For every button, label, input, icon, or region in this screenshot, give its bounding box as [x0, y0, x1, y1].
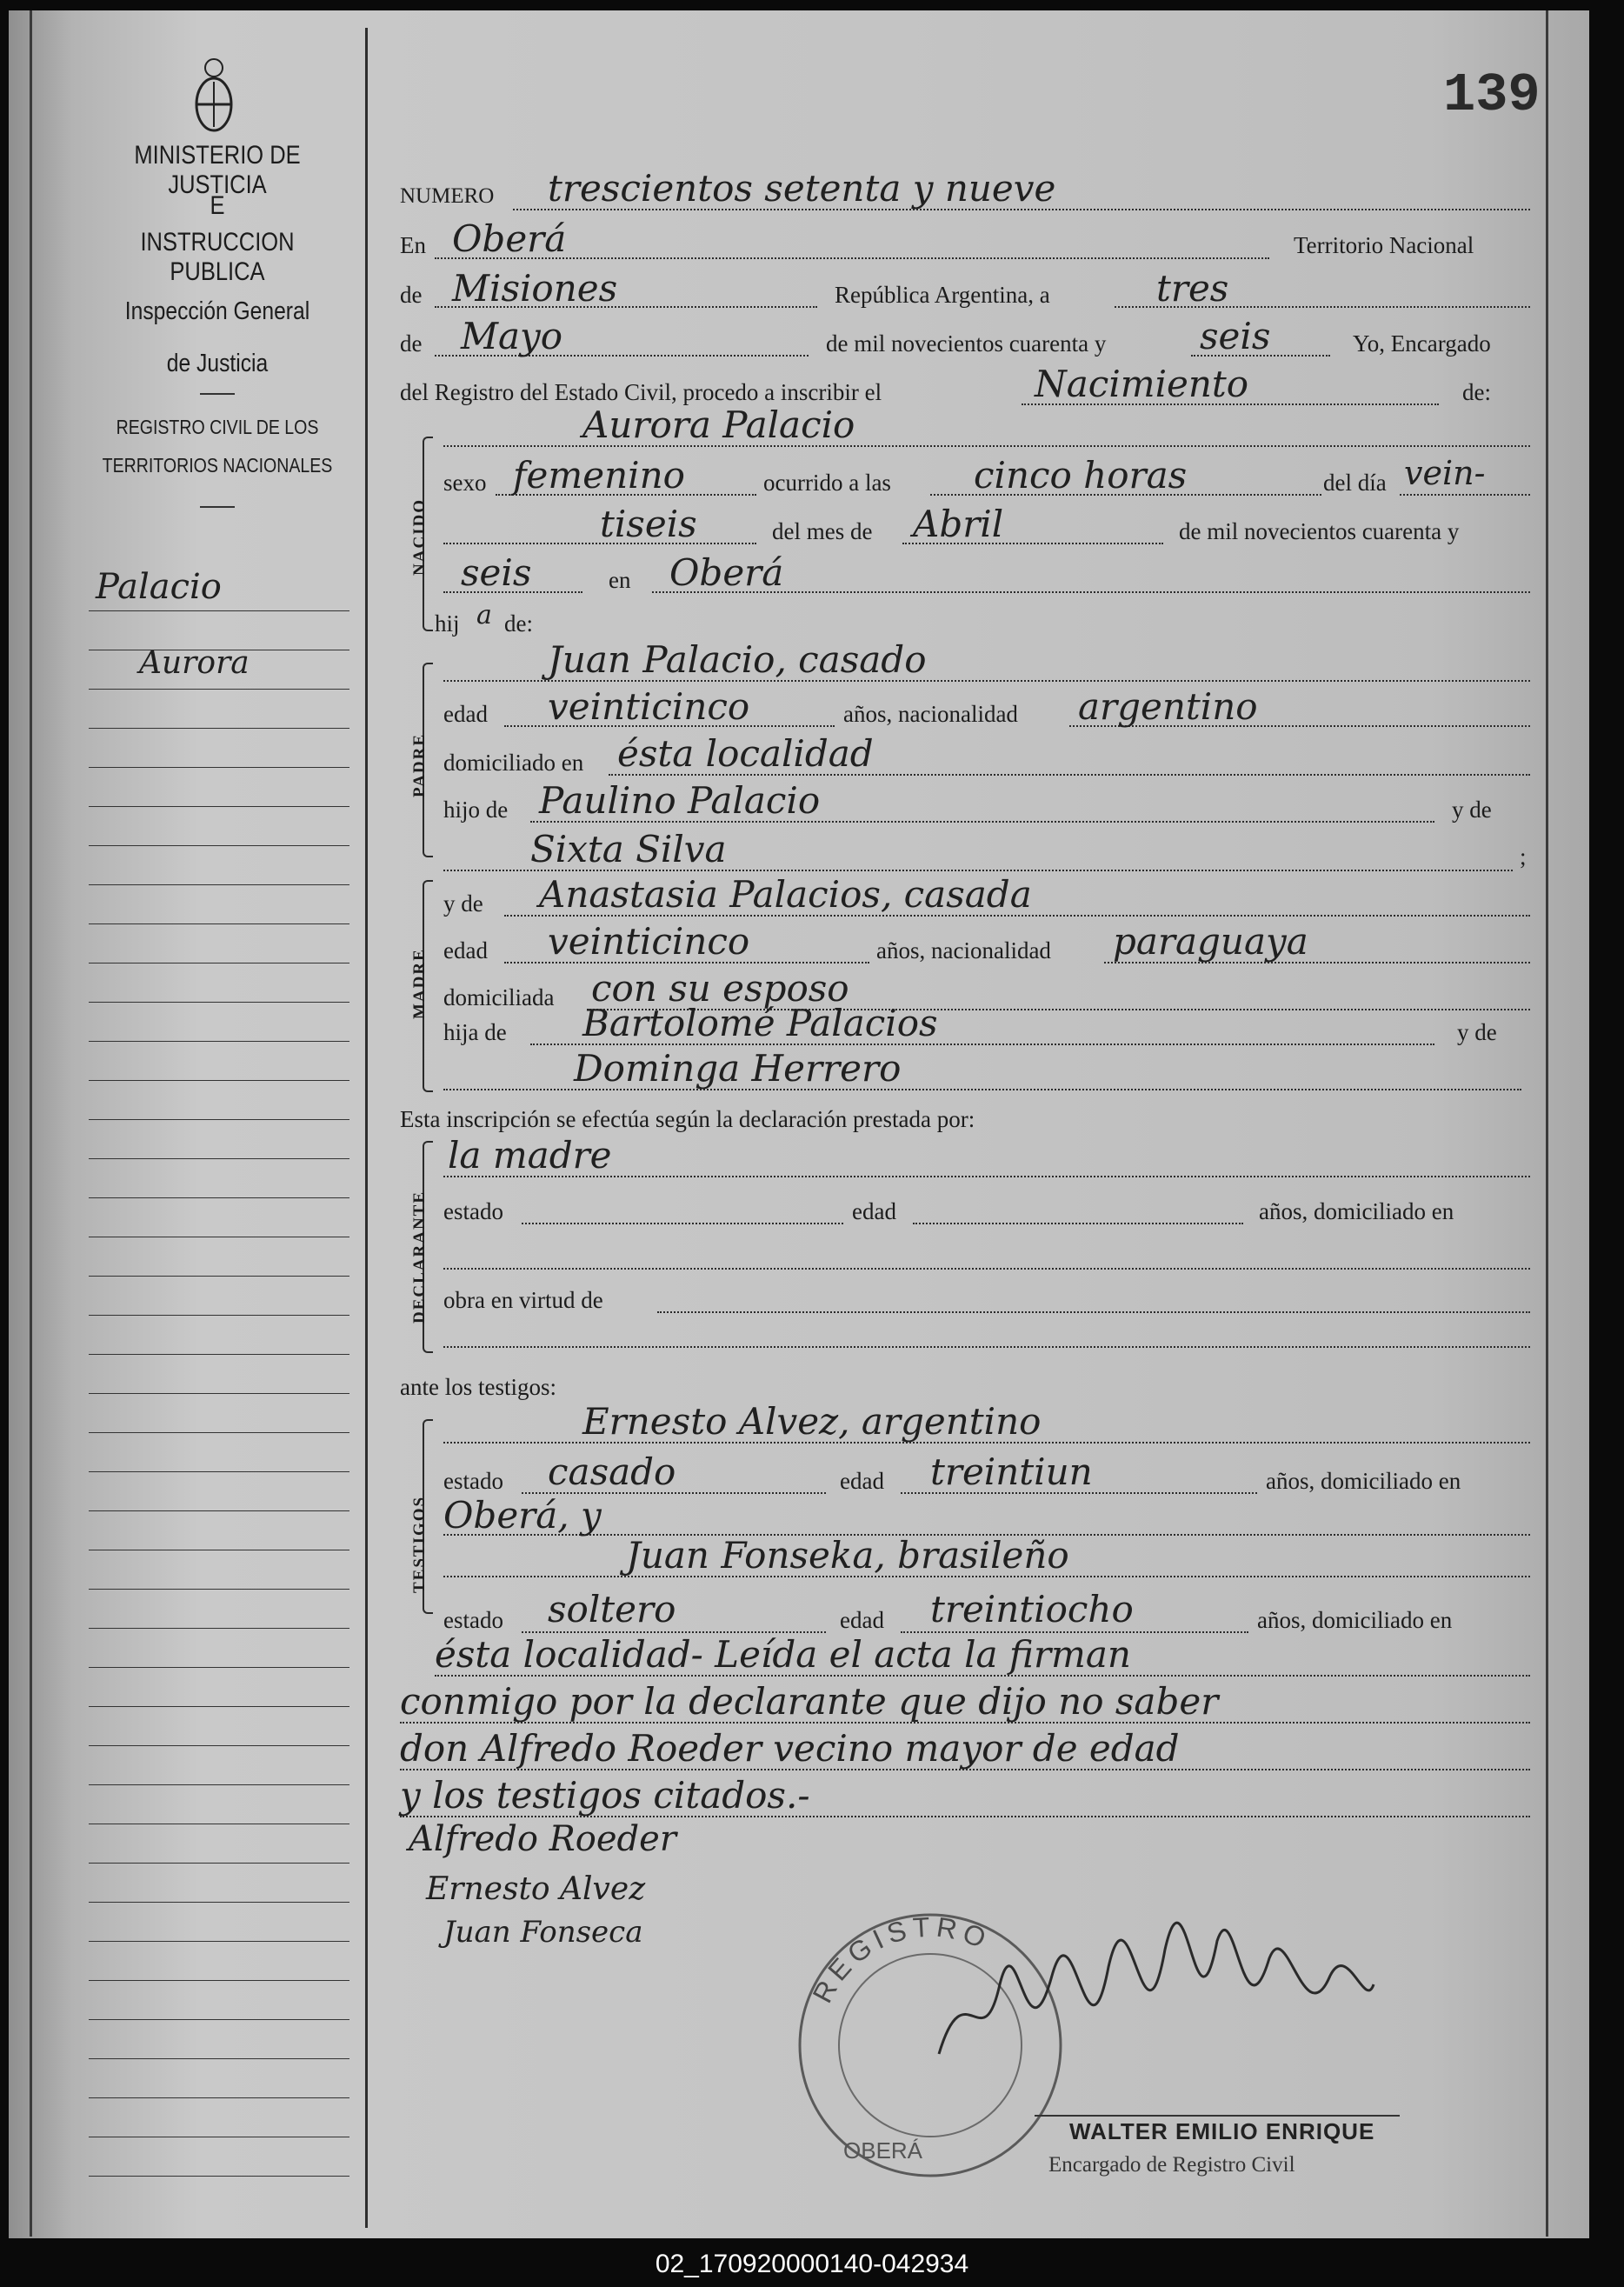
margin-ruled-line [89, 1628, 349, 1629]
lugar-nac-line [652, 591, 1530, 593]
margin-ruled-line [89, 1667, 349, 1668]
label-mil-2: de mil novecientos cuarenta y [1179, 518, 1460, 544]
label-obra: obra en virtud de [443, 1287, 603, 1313]
label-de-mes: de [400, 330, 423, 357]
label-inscripcion: Esta inscripción se efectúa según la declaración prestada por: [400, 1106, 975, 1132]
label-del-dia: del día [1323, 470, 1387, 496]
label-madre-edad: edad [443, 937, 488, 963]
header-divider [200, 393, 235, 395]
margin-ruled-line [89, 1863, 349, 1864]
margin-ruled-line [89, 1589, 349, 1590]
value-dia-nac-1: vein- [1404, 454, 1486, 492]
value-sexo: femenino [513, 454, 685, 497]
margin-ruled-line [89, 1197, 349, 1198]
label-y-de-padre: y de [1452, 797, 1492, 823]
label-en-2: en [609, 567, 631, 593]
encargado-name: WALTER EMILIO ENRIQUE [1069, 2118, 1375, 2144]
label-yo: Yo, Encargado [1353, 330, 1491, 357]
label-ante: ante los testigos: [400, 1374, 556, 1400]
label-territorio: Territorio Nacional [1294, 232, 1474, 258]
label-declarante-edad: edad [852, 1198, 896, 1224]
label-republica: República Argentina, a [835, 282, 1050, 308]
value-anio-nac: seis [461, 551, 532, 594]
margin-ruled-line [89, 923, 349, 924]
margin-ruled-line [89, 728, 349, 729]
margin-ruled-line [89, 1393, 349, 1394]
ministry-line-2: E [210, 191, 225, 220]
label-semicolon: ; [1520, 843, 1527, 870]
margin-ruled-line [89, 845, 349, 846]
label-numero: NUMERO [400, 184, 495, 208]
label-de-colon: de: [1462, 379, 1491, 405]
margin-ruled-line [89, 2019, 349, 2020]
inspection-line-2: de Justicia [166, 350, 269, 377]
margin-ruled-line [89, 689, 349, 690]
margin-ruled-line [89, 2058, 349, 2059]
value-testigo2: Juan Fonseka, brasileño [626, 1534, 1069, 1577]
margin-ruled-line [89, 2176, 349, 2177]
label-hijo: hij [435, 610, 460, 637]
label-en: En [400, 232, 426, 258]
margin-note-name: Aurora [139, 645, 250, 681]
margin-ruled-line [89, 806, 349, 807]
side-label-madre: MADRE [410, 948, 429, 1019]
label-testigo1-estado: estado [443, 1468, 503, 1494]
page-number: 139 [1443, 64, 1541, 126]
encargado-title: Encargado de Registro Civil [1048, 2153, 1295, 2177]
declarante-estado-line [522, 1223, 843, 1224]
label-hijo-de: de: [504, 610, 533, 637]
label-madre-dom: domiciliada [443, 984, 555, 1010]
value-closing-3: don Alfredo Roeder vecino mayor de edad [400, 1727, 1180, 1770]
label-declarante-dom: años, domiciliado en [1259, 1198, 1454, 1224]
label-testigo2-estado: estado [443, 1607, 503, 1633]
margin-ruled-line [89, 2097, 349, 2098]
right-edge-line [1546, 10, 1548, 2237]
stamp-text: REGISTRO [806, 1910, 995, 2008]
label-testigo2-edad: edad [840, 1607, 884, 1633]
margin-ruled-line [89, 1354, 349, 1355]
value-testigo2-edad: treintiocho [930, 1588, 1134, 1630]
value-testigo2-estado: soltero [548, 1588, 676, 1630]
value-testigo1-edad: treintiun [930, 1450, 1093, 1493]
label-madre-y-de: y de [443, 890, 483, 917]
value-testigo1: Ernesto Alvez, argentino [582, 1400, 1042, 1443]
value-madre-dom: con su esposo [591, 967, 849, 1010]
margin-ruled-line [89, 610, 349, 611]
label-padre-nac: años, nacionalidad [843, 701, 1018, 727]
margin-ruled-line [89, 1041, 349, 1042]
margin-ruled-line [89, 1941, 349, 1942]
obra-line-2 [443, 1346, 1530, 1348]
margin-ruled-line [89, 1158, 349, 1159]
encargado-signature [930, 1837, 1382, 2097]
label-hijo-de-padre: hijo de [443, 797, 509, 823]
margin-ruled-line [89, 1745, 349, 1746]
inspection-line-1: Inspección General [124, 297, 310, 325]
margin-ruled-line [89, 1119, 349, 1120]
margin-ruled-line [89, 1276, 349, 1277]
value-dia: tres [1156, 267, 1229, 310]
value-declarante: la madre [448, 1134, 612, 1177]
encargado-rule [1035, 2115, 1400, 2117]
value-closing-2: conmigo por la declarante que dijo no saber [400, 1680, 1219, 1723]
margin-ruled-line [89, 767, 349, 768]
stamp-city: OBERÁ [843, 2137, 923, 2164]
value-testigo1-estado: casado [548, 1450, 676, 1493]
value-closing-4: y los testigos citados.- [400, 1774, 810, 1817]
label-y-de-madre: y de [1457, 1019, 1497, 1045]
margin-ruled-line [89, 1980, 349, 1981]
registry-line-2: TERRITORIOS NACIONALES [102, 454, 333, 477]
value-padre-nac: argentino [1078, 685, 1258, 728]
value-abuelo-materno: Bartolomé Palacios [582, 1002, 938, 1044]
margin-ruled-line [89, 1080, 349, 1081]
value-numero: trescientos setenta y nueve [548, 167, 1056, 210]
label-testigo1-edad: edad [840, 1468, 884, 1494]
value-hijo-a-mark: a [476, 600, 492, 630]
margin-ruled-line [89, 1902, 349, 1903]
left-edge-line [30, 10, 32, 2237]
value-acto: Nacimiento [1035, 363, 1249, 405]
value-anio: seis [1200, 315, 1271, 357]
dia-nac-line [1400, 494, 1530, 496]
value-dia-nac-2: tiseis [600, 503, 697, 545]
value-hora: cinco horas [974, 454, 1188, 497]
ministry-line-3: INSTRUCCION PUBLICA [140, 228, 295, 286]
label-mil: de mil novecientos cuarenta y [826, 330, 1107, 357]
margin-ruled-line [89, 1510, 349, 1511]
coat-of-arms-icon [191, 56, 236, 134]
label-ocurrido: ocurrido a las [763, 470, 891, 496]
margin-note-surname: Palacio [96, 567, 222, 607]
value-abuelo-paterno: Paulino Palacio [539, 779, 821, 822]
side-label-testigos: TESTIGOS [410, 1495, 429, 1593]
signature-alvez: Ernesto Alvez [426, 1871, 646, 1907]
margin-ruled-line [89, 1002, 349, 1003]
value-nombre: Aurora Palacio [582, 403, 855, 446]
margin-ruled-line [89, 1471, 349, 1472]
margin-divider [365, 28, 368, 2228]
label-padre-edad: edad [443, 701, 488, 727]
margin-ruled-line [89, 1706, 349, 1707]
side-label-declarante: DECLARANTE [410, 1190, 429, 1324]
value-madre-nac: paraguaya [1113, 920, 1308, 963]
label-declarante-estado: estado [443, 1198, 503, 1224]
label-padre-dom: domiciliado en [443, 750, 584, 776]
document-page [9, 10, 1589, 2238]
label-madre-nac: años, nacionalidad [876, 937, 1051, 963]
label-registro: del Registro del Estado Civil, procedo a inscribir el [400, 379, 882, 405]
obra-line [657, 1311, 1530, 1313]
value-padre-dom: ésta localidad [617, 732, 874, 775]
label-sexo: sexo [443, 470, 487, 496]
margin-ruled-line [89, 1315, 349, 1316]
signature-fonseca: Juan Fonseca [443, 1915, 643, 1950]
value-padre-nombre: Juan Palacio, casado [548, 638, 927, 681]
value-provincia: Misiones [452, 267, 618, 310]
label-hija-de: hija de [443, 1019, 507, 1045]
header-divider-2 [200, 506, 235, 508]
margin-ruled-line [89, 884, 349, 885]
value-abuela-paterna: Sixta Silva [530, 828, 727, 870]
margin-ruled-line [89, 1784, 349, 1785]
value-en: Oberá [452, 217, 567, 260]
value-madre-edad: veinticinco [548, 920, 750, 963]
value-closing-1: ésta localidad- Leída el acta la firman [435, 1633, 1131, 1676]
declarante-edad-line [913, 1223, 1243, 1224]
declarante-dom-line [443, 1268, 1530, 1270]
signature-roeder: Alfredo Roeder [409, 1819, 676, 1859]
registry-line-1: REGISTRO CIVIL DE LOS [116, 416, 319, 438]
value-mes-nac: Abril [913, 503, 1004, 545]
value-madre-nombre: Anastasia Palacios, casada [539, 873, 1032, 916]
label-del-mes: del mes de [772, 518, 873, 544]
label-de: de [400, 282, 423, 308]
value-padre-edad: veinticinco [548, 685, 750, 728]
margin-ruled-line [89, 1432, 349, 1433]
value-mes: Mayo [461, 315, 563, 357]
value-testigo1-dom: Oberá, y [443, 1494, 602, 1537]
image-id-footer: 02_170920000140-042934 [655, 2250, 969, 2278]
side-label-padre: PADRE [410, 732, 429, 797]
label-testigo1-dom: años, domiciliado en [1266, 1468, 1461, 1494]
side-label-nacido: NACIDO [410, 497, 429, 576]
value-lugar-nac: Oberá [669, 551, 784, 594]
value-abuela-materna: Dominga Herrero [574, 1047, 902, 1090]
label-testigo2-dom: años, domiciliado en [1257, 1607, 1453, 1633]
ministry-line-1: MINISTERIO DE JUSTICIA [134, 141, 301, 199]
